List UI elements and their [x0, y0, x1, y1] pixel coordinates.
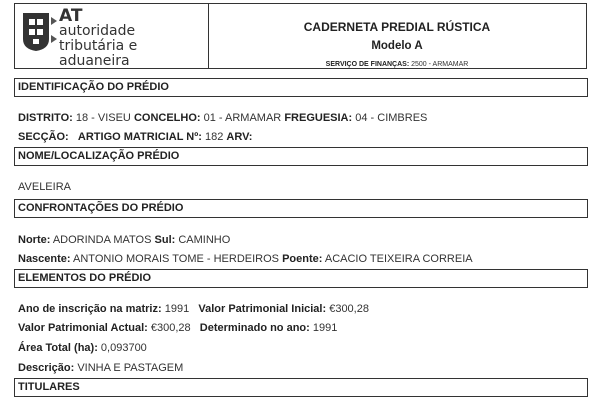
- ano-row: [18, 303, 369, 315]
- poente-label: Poente:: [282, 253, 323, 265]
- seccao-label: SECÇÃO:: [18, 131, 69, 143]
- logo-line2: autoridade: [59, 23, 136, 39]
- logo-at: AT: [59, 6, 83, 26]
- vpa-label: Valor Patrimonial Actual:: [18, 322, 148, 334]
- area-value: 0,093700: [100, 342, 147, 354]
- sul-value: CAMINHO: [178, 234, 231, 246]
- artigo-label: ARTIGO MATRICIAL Nº:: [77, 131, 202, 143]
- arv-label: ARV:: [226, 131, 253, 143]
- artigo-row: [18, 131, 252, 143]
- servico-label: SERVIÇO DE FINANÇAS:: [325, 61, 410, 68]
- at-logo-cell: [15, 4, 209, 68]
- distrito-label: DISTRITO:: [18, 112, 73, 124]
- servico-value: 2500 - ARMAMAR: [411, 61, 469, 68]
- nascente-value: ANTONIO MORAIS TOME - HERDEIROS: [73, 253, 280, 265]
- vpa-value: €300,28: [150, 322, 191, 334]
- artigo-value: 182: [204, 131, 224, 143]
- section-confrontacoes: CONFRONTAÇÕES DO PRÉDIO: [14, 199, 588, 218]
- concelho-value: 01 - ARMAMAR: [203, 112, 282, 124]
- document-title: CADERNETA PREDIAL RÚSTICA: [303, 20, 491, 34]
- sul-label: Sul:: [154, 234, 176, 246]
- location-row: [18, 112, 427, 124]
- freguesia-value: 04 - CIMBRES: [355, 112, 428, 124]
- freguesia-label: FREGUESIA:: [284, 112, 353, 124]
- descricao-row: [18, 362, 183, 374]
- determinado-label: Determinado no ano:: [199, 322, 310, 334]
- norte-sul-row: [18, 234, 230, 246]
- servico-financas: [208, 61, 586, 68]
- section-nome: NOME/LOCALIZAÇÃO PRÉDIO: [14, 147, 588, 166]
- logo-line3: tributária e aduaneira: [59, 38, 138, 69]
- descricao-value: VINHA E PASTAGEM: [77, 362, 184, 374]
- poente-value: ACACIO TEIXEIRA CORREIA: [324, 253, 473, 265]
- norte-value: ADORINDA MATOS: [52, 234, 152, 246]
- concelho-label: CONCELHO:: [133, 112, 201, 124]
- at-emblem-icon: [21, 9, 59, 53]
- section-identificacao: IDENTIFICAÇÃO DO PRÉDIO: [14, 78, 588, 97]
- nome-value: AVELEIRA: [18, 181, 71, 193]
- area-row: [18, 342, 147, 354]
- vpi-label: Valor Patrimonial Inicial:: [198, 303, 327, 315]
- section-elementos: ELEMENTOS DO PRÉDIO: [14, 269, 588, 288]
- distrito-value: 18 - VISEU: [75, 112, 131, 124]
- norte-label: Norte:: [18, 234, 51, 246]
- area-label: Área Total (ha):: [18, 342, 98, 354]
- descricao-label: Descrição:: [18, 362, 75, 374]
- vpi-value: €300,28: [329, 303, 369, 315]
- document-model: Modelo A: [371, 40, 423, 52]
- nascente-label: Nascente:: [18, 253, 71, 265]
- document-header: [14, 3, 587, 69]
- determinado-value: 1991: [312, 322, 338, 334]
- vpa-row: [18, 322, 337, 334]
- ano-value: 1991: [164, 303, 190, 315]
- ano-label: Ano de inscrição na matriz:: [18, 303, 162, 315]
- nascente-poente-row: [18, 253, 473, 265]
- section-titulares: TITULARES: [14, 378, 588, 397]
- at-logo-text: [59, 8, 208, 69]
